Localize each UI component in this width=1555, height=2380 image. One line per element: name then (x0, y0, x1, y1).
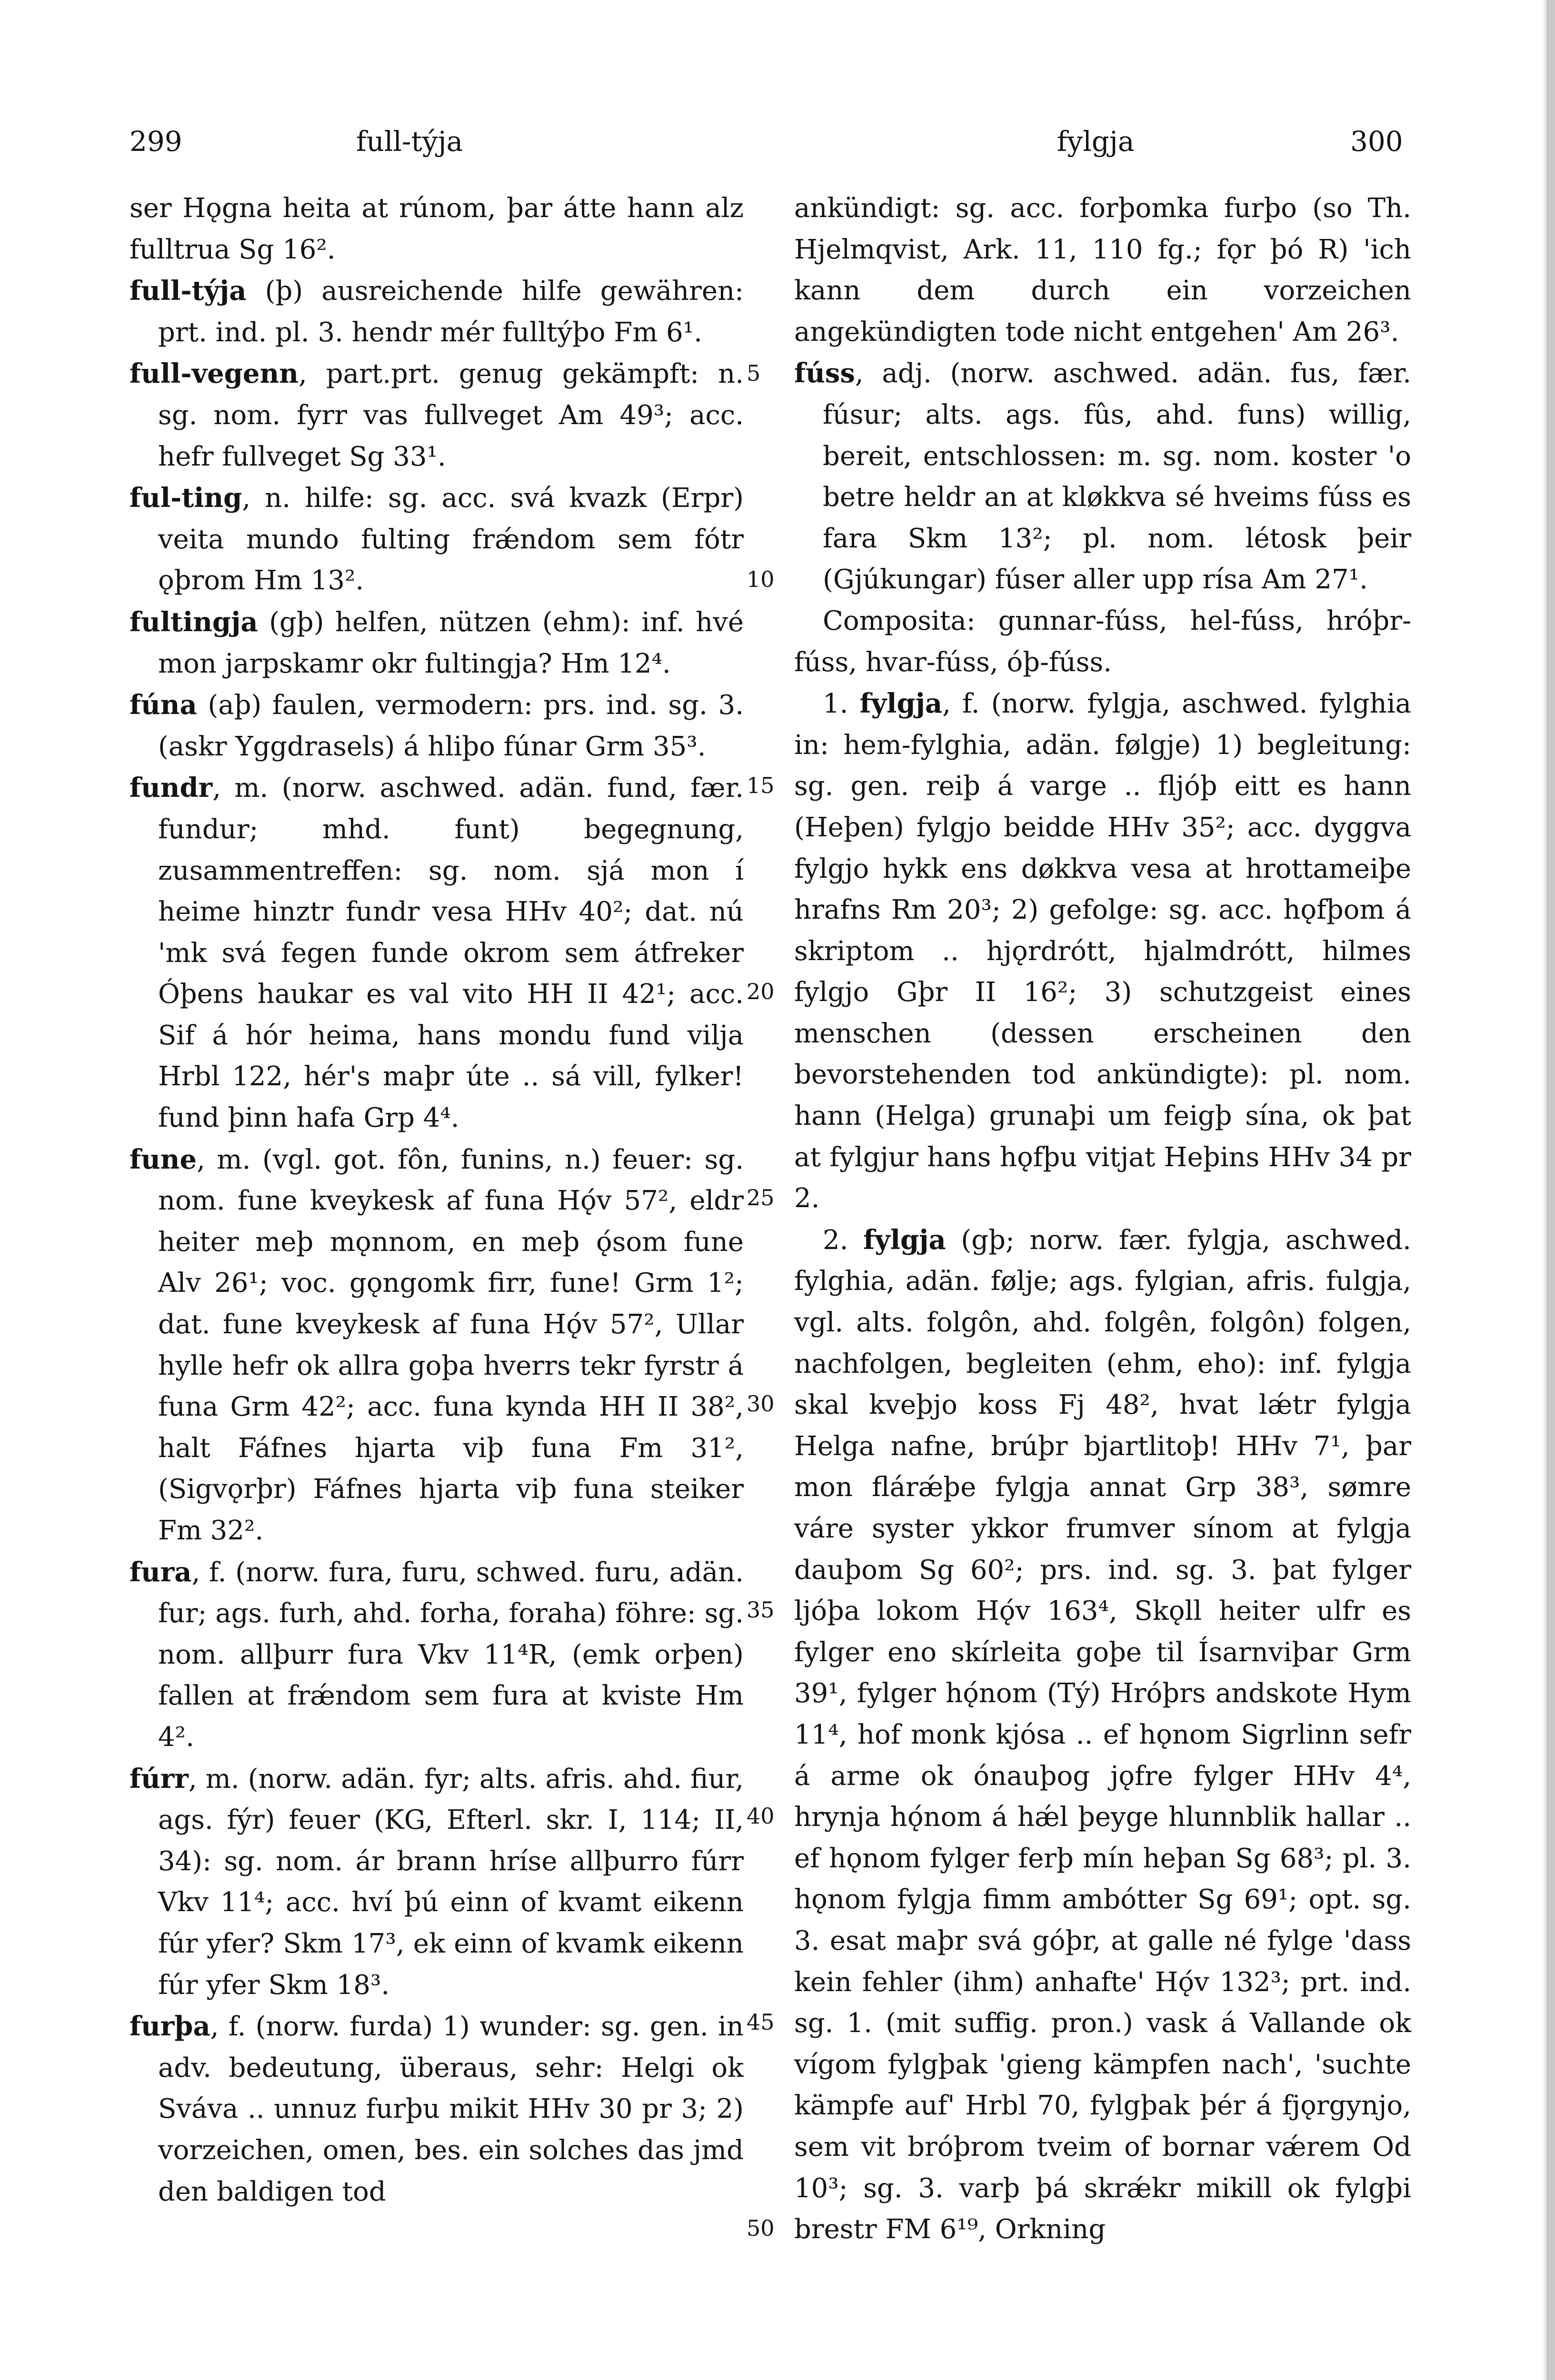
line-number: 5 (747, 360, 761, 386)
entry-fune: fune, m. (vgl. got. fôn, funins, n.) feuer: sg. nom. fune kveykesk af funa Hǫ́v 57², eldr heiter meþ mǫnnom, en meþ ǫ́som fune Alv 26¹; voc. gǫngomk firr, fune! Grm 1²; dat. fune kveykesk af funa Hǫ́v 57², Ullar hylle hefr ok allra goþa hverrs tekr fyrstr á funa Grm 42²; acc. funa kynda HH II 38², halt Fáfnes hjarta viþ funa Fm 31², (Sigvǫrþr) Fáfnes hjarta viþ funa steiker Fm 32². (130, 1143, 744, 1546)
entry-funa: fúna (aþ) faulen, vermodern: prs. ind. sg. 3. (askr Yggdrasels) á hliþo fúnar Grm 35³. (130, 689, 744, 762)
entry-full-tyja: full-týja (þ) ausreichende hilfe gewähren: prt. ind. pl. 3. hendr mér fulltýþo Fm 6¹. (130, 275, 744, 348)
entry-fuss: fúss, adj. (norw. aschwed. adän. fus, fær. fúsur; alts. ags. fûs, ahd. funs) willig, bereit, entschlossen: m. sg. nom. koster 'o betre heldr an at kløkkva sé hveims fúss es fara Skm 13²; pl. nom. létosk þeir (Gjúkungar) fúser aller upp rísa Am 27¹. (794, 357, 1411, 595)
entry-full-vegenn: full-vegenn, part.prt. genug gekämpft: n. sg. nom. fyrr vas fullveget Am 49³; acc. hefr fullveget Sg 33¹. (130, 358, 744, 472)
entry-furr: fúrr, m. (norw. adän. fyr; alts. afris. ahd. fiur, ags. fýr) feuer (KG, Efterl. skr. I, 114; II, 34): sg. nom. ár brann hríse allþurro fúrr Vkv 11⁴; acc. hví þú einn of kvamt eikenn fúr yfer? Skm 17³, ek einn of kvamk eikenn fúr yfer Skm 18³. (130, 1763, 744, 2001)
left-page-number: 299 (130, 125, 182, 158)
entry-fylgja-noun: 1. fylgja, f. (norw. fylgja, aschwed. fylghia in: hem-fylghia, adän. følgje) 1) begleitung: sg. gen. reiþ á varge .. fljóþ eitt es hann (Heþen) fylgjo beidde HHv 35²; acc. dyggva fylgjo hykk ens døkkva vesa at hrottameiþe hrafns Rm 20³; 2) gefolge: sg. acc. hǫfþom á skriptom .. hjǫrdrótt, hjalmdrótt, hilmes fylgjo Gþr II 16²; 3) schutzgeist eines menschen (dessen erscheinen den bevorstehenden tod ankündigte): pl. nom. hann (Helga) grunaþi um feigþ sína, ok þat at fylgjur hans hǫfþu vitjat Heþins HHv 34 pr 2. (794, 688, 1411, 1214)
composita-line: Composita: gunnar-fúss, hel-fúss, hróþr-fúss, hvar-fúss, óþ-fúss. (794, 605, 1411, 678)
line-number: 15 (747, 773, 775, 798)
page-edge-shadow (1544, 0, 1546, 2380)
line-number: 45 (747, 2009, 775, 2035)
line-number: 30 (747, 1391, 775, 1417)
entry-fundr: fundr, m. (norw. aschwed. adän. fund, fær. fundur; mhd. funt) begegnung, zusammentreffen: sg. nom. sjá mon í heime hinztr fundr vesa HHv 40²; dat. nú 'mk svá fegen funde okrom sem átfreker Óþens haukar es val vito HH II 42¹; acc. Sif á hór heima, hans mondu fund vilja Hrbl 122, hér's maþr úte .. sá vill, fylker! fund þinn hafa Grp 4⁴. (130, 772, 744, 1134)
line-number: 20 (747, 979, 775, 1004)
page-edge (1546, 0, 1555, 2380)
line-number: 35 (747, 1597, 775, 1623)
entry-fura: fura, f. (norw. fura, furu, schwed. furu, adän. fur; ags. furh, ahd. forha, foraha) föhre: sg. nom. allþurr fura Vkv 11⁴R, (emk orþen) fallen at frǽndom sem fura at kviste Hm 4². (130, 1556, 744, 1753)
left-column (130, 188, 744, 2212)
entry-continuation: ankündigt: sg. acc. forþomka furþo (so Th. Hjelmqvist, Ark. 11, 110 fg.; fǫr þó R) 'ich kann dem durch ein vorzeichen angekündigten tode nicht entgehen' Am 26³. (794, 193, 1411, 347)
entry-fylgja-verb: 2. fylgja (gþ; norw. fær. fylgja, aschwed. fylghia, adän. følje; ags. fylgian, afris. fulgja, vgl. alts. folgôn, ahd. folgên, folgôn) folgen, nachfolgen, begleiten (ehm, eho): inf. fylgja skal kveþjo koss Fj 48², hvat lǽtr fylgja Helga nafne, brúþr bjartlitoþ! HHv 7¹, þar mon flárǽþe fylgja annat Grp 38³, sømre váre syster ykkor frumver sínom at fylgja dauþom Sg 60²; prs. ind. sg. 3. þat fylger ljóþa lokom Hǫ́v 163⁴, Skǫll heiter ulfr es fylger eno skírleita goþe til Ísarnviþar Grm 39¹, fylger hǫ́nom (Tý) Hróþrs andskote Hym 11⁴, hof monk kjósa .. ef hǫnom Sigrlinn sefr á arme ok ónauþog jǫfre fylger HHv 4⁴, hrynja hǫ́nom á hǽl þeyge hlunnblik hallar .. ef hǫnom fylger ferþ mín heþan Sg 68³; pl. 3. hǫnom fylgja fimm ambótter Sg 69¹; opt. sg. 3. esat maþr svá góþr, at galle né fylge 'dass kein fehler (ihm) anhafte' Hǫ́v 132³; prt. ind. sg. 1. (mit suffig. pron.) vask á Vallande ok vígom fylgþak 'gieng kämpfen nach', 'suchte kämpfe auf' Hrbl 70, fylgþak þér á fjǫrgynjo, sem vit bróþrom tveim of bornar vǽrem Od 10³; sg. 3. varþ þá skrǽkr mikill ok fylgþi brestr FM 6¹⁹, Orkning (794, 1224, 1411, 2245)
line-number: 50 (747, 2215, 775, 2241)
entry-continuation: ser Hǫgna heita at rúnom, þar átte hann alz fulltrua Sg 16². (130, 193, 744, 265)
right-running-head: fylgja (1057, 125, 1135, 158)
right-column (794, 188, 1411, 2251)
line-number: 25 (747, 1185, 775, 1210)
left-running-head: full-týja (356, 125, 463, 158)
entry-fultingja: fultingja (gþ) helfen, nützen (ehm): inf. hvé mon jarpskamr okr fultingja? Hm 12⁴. (130, 606, 744, 679)
entry-ful-ting: ful-ting, n. hilfe: sg. acc. svá kvazk (Erpr) veita mundo fulting frǽndom sem fótr ǫþrom Hm 13². (130, 482, 744, 596)
entry-furtha: furþa, f. (norw. furda) 1) wunder: sg. gen. in adv. bedeutung, überaus, sehr: Helgi ok Sváva .. unnuz furþu mikit HHv 30 pr 3; 2) vorzeichen, omen, bes. ein solches das jmd den baldigen tod (130, 2011, 744, 2207)
line-number: 10 (747, 566, 775, 592)
line-number: 40 (747, 1803, 775, 1829)
right-page-number: 300 (1350, 125, 1403, 158)
